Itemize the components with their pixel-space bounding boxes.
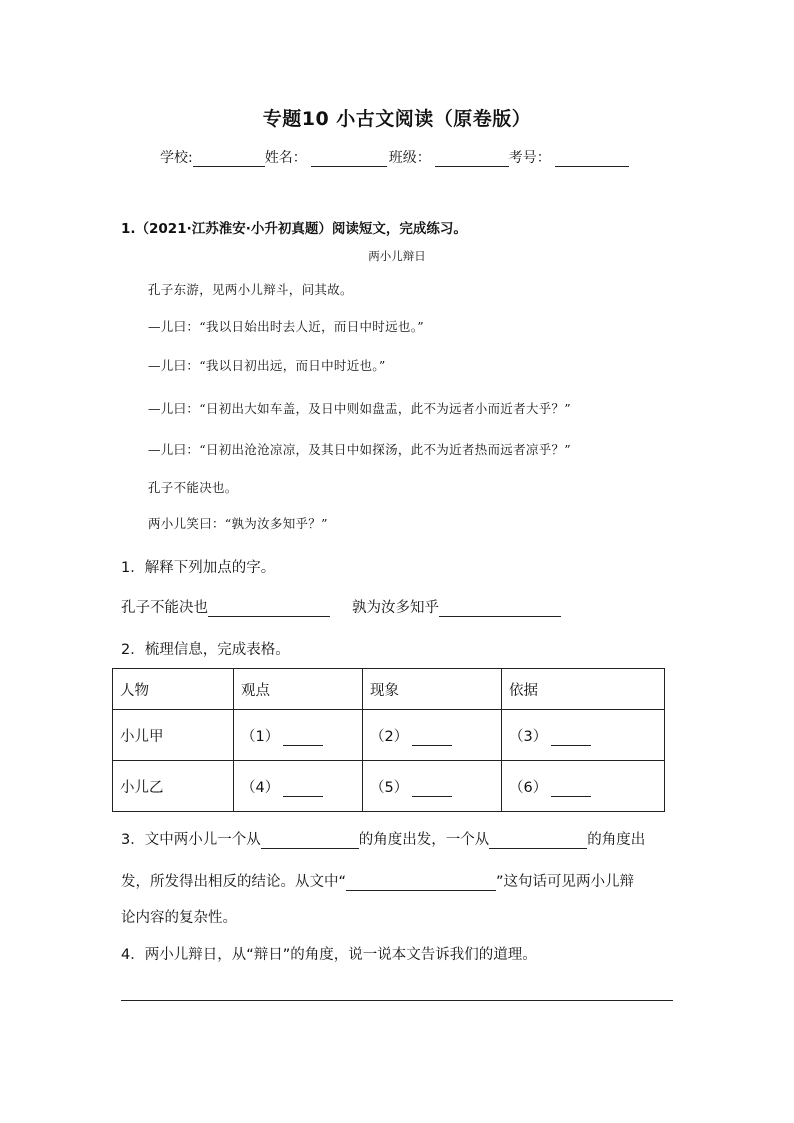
question-heading: 1.（2021·江苏淮安·小升初真题）阅读短文，完成练习。	[121, 221, 467, 237]
table-header: 现象	[363, 669, 502, 710]
table-header: 观点	[234, 669, 363, 710]
item-a-blank[interactable]	[208, 601, 330, 617]
table-row	[113, 710, 665, 761]
sub-question-1: 1．解释下列加点的字。	[121, 560, 276, 576]
sub3-blank-2[interactable]	[489, 833, 587, 849]
name-blank[interactable]	[311, 151, 387, 167]
sub-question-4: 4．两小儿辩日，从“辩日”的角度，说一说本文告诉我们的道理。	[121, 947, 537, 963]
cell-number: （5）	[370, 779, 409, 796]
cell-blank[interactable]	[283, 731, 323, 746]
info-table	[112, 668, 665, 812]
sub-question-3-line-1	[121, 828, 645, 849]
table-header: 依据	[502, 669, 665, 710]
cell-number: （1）	[241, 728, 280, 745]
table-cell[interactable]	[363, 761, 502, 812]
table-cell[interactable]	[234, 710, 363, 761]
passage-line: 两小儿笑曰：“孰为汝多知乎？”	[148, 516, 328, 531]
cell-number: （3）	[509, 728, 548, 745]
class-blank[interactable]	[435, 151, 509, 167]
table-row	[113, 761, 665, 812]
passage-line: —儿曰：“日初出大如车盖，及日中则如盘盂，此不为远者小而近者大乎？”	[148, 401, 571, 416]
table-header-row	[113, 669, 665, 710]
table-cell-name: 小儿甲	[113, 710, 234, 761]
sub3-text: 3．文中两小儿一个从	[121, 832, 261, 848]
sub-question-3-line-2	[121, 870, 634, 891]
item-a-text: 孔子不能决也	[121, 600, 208, 616]
cell-number: （2）	[370, 728, 409, 745]
sub3-text: 的角度出发，一个从	[358, 832, 490, 848]
class-label: 班级：	[388, 150, 431, 166]
student-info-row	[160, 147, 629, 167]
passage-line: —儿曰：“我以日初出远，而日中时近也。”	[148, 358, 386, 373]
cell-blank[interactable]	[551, 731, 591, 746]
sub3-text: ”这句话可见两小儿辩	[496, 874, 635, 890]
passage-title: 两小儿辩日	[368, 249, 426, 263]
page-title: 专题10 小古文阅读（原卷版）	[262, 108, 532, 130]
cell-blank[interactable]	[283, 782, 323, 797]
table-cell[interactable]	[234, 761, 363, 812]
sub3-blank-3[interactable]	[346, 875, 496, 891]
item-b-text: 孰为汝多知乎	[352, 600, 439, 616]
sub3-text: 发，所发得出相反的结论。从文中“	[121, 874, 347, 890]
passage-line: —儿曰：“我以日始出时去人近，而日中时远也。”	[148, 319, 424, 334]
table-cell[interactable]	[502, 761, 665, 812]
sub3-blank-1[interactable]	[261, 833, 359, 849]
number-blank[interactable]	[555, 151, 629, 167]
passage-line: 孔子东游，见两小儿辩斗，问其故。	[148, 282, 353, 297]
cell-blank[interactable]	[412, 782, 452, 797]
school-blank[interactable]	[193, 151, 265, 167]
name-label: 姓名：	[264, 150, 307, 166]
table-header: 人物	[113, 669, 234, 710]
school-label: 学校:	[160, 150, 193, 166]
item-b-blank[interactable]	[439, 601, 561, 617]
table-cell-name: 小儿乙	[113, 761, 234, 812]
cell-blank[interactable]	[412, 731, 452, 746]
table-cell[interactable]	[502, 710, 665, 761]
cell-blank[interactable]	[551, 782, 591, 797]
sub-question-1-items	[121, 596, 561, 617]
table-cell[interactable]	[363, 710, 502, 761]
cell-number: （4）	[241, 779, 280, 796]
cell-number: （6）	[509, 779, 548, 796]
passage-line: —儿曰：“日初出沧沧凉凉，及其日中如探汤，此不为近者热而远者凉乎？”	[148, 442, 571, 457]
number-label: 考号：	[508, 150, 551, 166]
sub3-text: 的角度出	[587, 832, 646, 848]
sub-question-2: 2．梳理信息，完成表格。	[121, 642, 290, 658]
sub-question-3-line-3: 论内容的复杂性。	[121, 910, 237, 926]
passage-line: 孔子不能决也。	[148, 480, 238, 495]
answer-line[interactable]	[121, 1000, 673, 1001]
